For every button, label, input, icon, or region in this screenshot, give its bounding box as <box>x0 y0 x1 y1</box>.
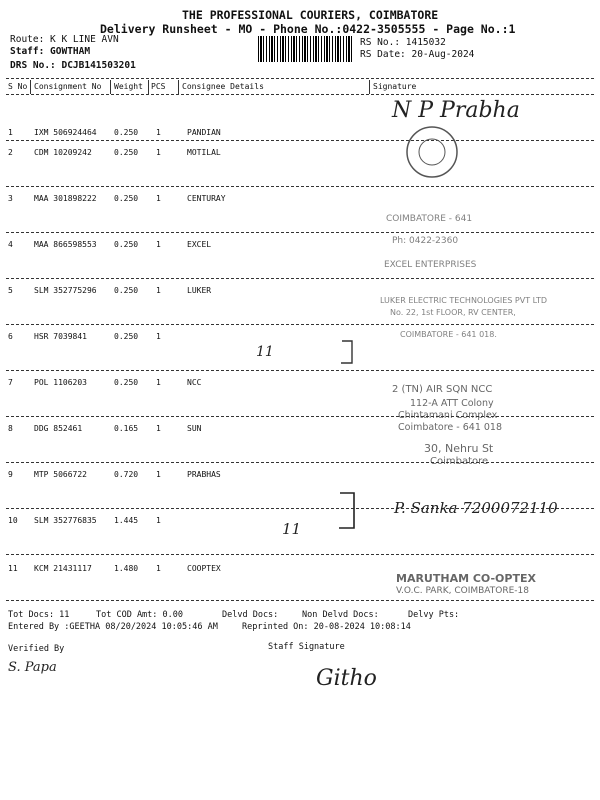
drs-number: DRS No.: DCJB141503201 <box>10 60 136 71</box>
entered-by: Entered By :GEETHA 08/20/2024 10:05:46 AM <box>8 622 218 632</box>
col-consignee: Consignee Details <box>182 82 264 91</box>
row-weight: 0.250 <box>114 148 139 157</box>
route-label: Route: K K LINE AVN <box>10 34 119 45</box>
row-consignment: HSR 7039841 <box>34 332 87 341</box>
row-rule <box>6 416 594 417</box>
reprinted-on: Reprinted On: 20-08-2024 10:08:14 <box>242 622 411 632</box>
bracket-mark-icon <box>338 338 358 366</box>
table-row <box>0 332 600 378</box>
row-consignment: CDM 10209242 <box>34 148 92 157</box>
row-consignment: DDG 852461 <box>34 424 83 433</box>
col-consignment: Consignment No <box>34 82 102 91</box>
row-consignment: MAA 301898222 <box>34 194 97 203</box>
staff-signature-label: Staff Signature <box>268 642 345 652</box>
barcode <box>258 36 354 62</box>
excel-stamp-phone: Ph: 0422-2360 <box>392 236 459 246</box>
handwritten-mark: 11 <box>256 344 274 360</box>
row-weight: 1.480 <box>114 564 139 573</box>
row-rule <box>6 186 594 187</box>
row-pcs: 1 <box>156 240 161 249</box>
row-sno: 9 <box>8 470 13 479</box>
table-row <box>0 148 600 194</box>
col-divider <box>369 80 370 94</box>
ncc-stamp-name: 2 (TN) AIR SQN NCC <box>392 384 493 395</box>
signature-row9: P. Sanka 7200072110 <box>394 499 558 517</box>
row-weight: 0.250 <box>114 240 139 249</box>
row-consignee: EXCEL <box>187 240 212 249</box>
row-sno: 10 <box>8 516 18 525</box>
luker-stamp-address: No. 22, 1st FLOOR, RV CENTER, <box>390 308 516 317</box>
ncc-stamp-complex: Chintamani Complex <box>398 410 498 421</box>
verified-signature: S. Papa <box>8 660 57 675</box>
row-rule <box>6 370 594 371</box>
row-sno: 6 <box>8 332 13 341</box>
table-row <box>0 194 600 240</box>
row-pcs: 1 <box>156 378 161 387</box>
row-sno: 3 <box>8 194 13 203</box>
row-consignment: MAA 866598553 <box>34 240 97 249</box>
row-consignee: SUN <box>187 424 202 433</box>
row-consignment: MTP 5066722 <box>34 470 87 479</box>
sheet-title: Delivery Runsheet - MO - Phone No.:0422-3505555 - Page No.:1 <box>100 22 516 36</box>
sun-stamp-street: 30, Nehru St <box>424 442 494 455</box>
col-divider <box>178 80 179 94</box>
row-weight: 1.445 <box>114 516 139 525</box>
row-sno: 1 <box>8 128 13 137</box>
col-divider <box>110 80 111 94</box>
row-consignment: POL 1106203 <box>34 378 87 387</box>
col-sno: S No <box>8 82 28 91</box>
row-pcs: 1 <box>156 286 161 295</box>
rs-number: RS No.: 1415032 <box>360 37 446 48</box>
century-stamp: COIMBATORE - 641 <box>386 214 473 224</box>
cooptex-stamp-address: V.O.C. PARK, COIMBATORE-18 <box>396 586 529 596</box>
handwritten-mark: 11 <box>282 520 302 538</box>
row-weight: 0.250 <box>114 378 139 387</box>
ncc-stamp-colony: 112-A ATT Colony <box>410 398 494 409</box>
ncc-stamp-city: Coimbatore - 641 018 <box>398 422 503 433</box>
col-divider <box>148 80 149 94</box>
col-pcs: PCS <box>151 82 166 91</box>
company-name: THE PROFESSIONAL COURIERS, COIMBATORE <box>182 8 439 22</box>
row-pcs: 1 <box>156 424 161 433</box>
row-sno: 5 <box>8 286 13 295</box>
luker-stamp-name: LUKER ELECTRIC TECHNOLOGIES PVT LTD <box>380 296 548 305</box>
row-consignee: COOPTEX <box>187 564 221 573</box>
row-sno: 2 <box>8 148 13 157</box>
sun-stamp-city: Coimbatore <box>430 456 489 467</box>
table-header <box>0 82 600 94</box>
excel-stamp-name: EXCEL ENTERPRISES <box>384 260 477 270</box>
header-top-rule <box>6 78 594 79</box>
row-pcs: 1 <box>156 148 161 157</box>
col-weight: Weight <box>114 82 143 91</box>
round-seal-stamp <box>404 124 460 180</box>
staff-label: Staff: GOWTHAM <box>10 46 91 57</box>
row-rule <box>6 232 594 233</box>
row-weight: 0.250 <box>114 332 139 341</box>
delivery-points: Delvy Pts: <box>408 610 460 620</box>
row-consignee: PANDIAN <box>187 128 221 137</box>
row-pcs: 1 <box>156 194 161 203</box>
row-consignee: MOTILAL <box>187 148 221 157</box>
row-pcs: 1 <box>156 332 161 341</box>
delivered-docs: Delvd Docs: <box>222 610 279 620</box>
row-consignee: LUKER <box>187 286 212 295</box>
row-rule <box>6 462 594 463</box>
row-consignment: KCM 21431117 <box>34 564 92 573</box>
table-row <box>0 240 600 286</box>
total-docs: Tot Docs: 11 <box>8 610 70 620</box>
row-sno: 4 <box>8 240 13 249</box>
col-divider <box>30 80 31 94</box>
row-consignment: IXM 506924464 <box>34 128 97 137</box>
row-consignee: NCC <box>187 378 202 387</box>
luker-stamp-city: COIMBATORE - 641 018. <box>400 330 497 339</box>
row-weight: 0.720 <box>114 470 139 479</box>
row-sno: 8 <box>8 424 13 433</box>
rs-date: RS Date: 20-Aug-2024 <box>360 49 475 60</box>
row-sno: 7 <box>8 378 13 387</box>
row-rule <box>6 140 594 141</box>
row-pcs: 1 <box>156 564 161 573</box>
row-consignee: CENTURAY <box>187 194 226 203</box>
table-row <box>0 424 600 470</box>
header-bottom-rule <box>6 94 594 95</box>
bracket-mark-icon <box>336 490 360 532</box>
cooptex-stamp-name: MARUTHAM CO-OPTEX <box>396 572 536 585</box>
table-row <box>0 378 600 424</box>
non-delivered-docs: Non Delvd Docs: <box>302 610 379 620</box>
row-pcs: 1 <box>156 516 161 525</box>
row-weight: 0.250 <box>114 128 139 137</box>
row-pcs: 1 <box>156 470 161 479</box>
row-rule <box>6 554 594 555</box>
row-pcs: 1 <box>156 128 161 137</box>
row-rule <box>6 324 594 325</box>
row-consignee: PRABHAS <box>187 470 221 479</box>
row-sno: 11 <box>8 564 18 573</box>
row-rule <box>6 278 594 279</box>
total-cod: Tot COD Amt: 0.00 <box>96 610 183 620</box>
row-weight: 0.250 <box>114 286 139 295</box>
signature-row1: N P Prabha <box>392 98 520 123</box>
col-signature: Signature <box>373 82 417 91</box>
row-consignment: SLM 352775296 <box>34 286 97 295</box>
staff-signature: Githo <box>316 666 377 691</box>
row-weight: 0.250 <box>114 194 139 203</box>
row-weight: 0.165 <box>114 424 139 433</box>
table-bottom-rule <box>6 600 594 601</box>
verified-by-label: Verified By <box>8 644 65 654</box>
row-consignment: SLM 352776835 <box>34 516 97 525</box>
